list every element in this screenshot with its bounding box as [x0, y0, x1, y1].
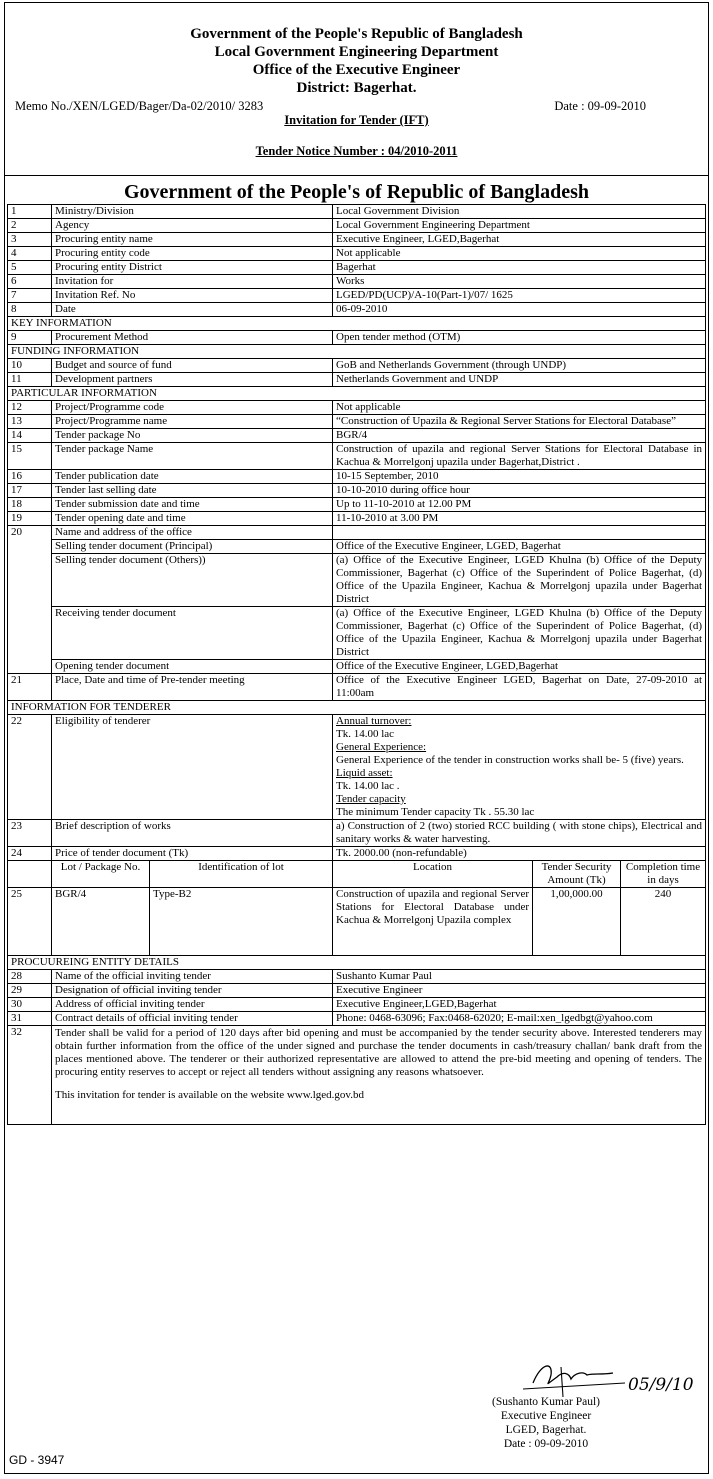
ift-heading: Invitation for Tender (IFT)	[284, 113, 429, 127]
memo-date: Date : 09-09-2010	[554, 99, 646, 113]
memo-number: Memo No./XEN/LGED/Bager/Da-02/2010/ 3283	[15, 99, 264, 113]
section-procuring-entity-details: PROCUUREING ENTITY DETAILS	[8, 956, 706, 970]
signature-graphic	[513, 1353, 633, 1401]
tender-table	[7, 204, 706, 1125]
table-row: 28 Name of the official inviting tender Sushanto Kumar Paul	[8, 970, 706, 984]
office-title: Office of the Executive Engineer	[252, 62, 461, 78]
table-row: 2 Agency Local Government Engineering Department	[8, 219, 706, 233]
table-row: 21 Place, Date and time of Pre-tender meeting Office of the Executive Engineer LGED, Bagerhat on Date, 27-09-2010 at 11:00am	[8, 674, 706, 701]
table-row: 5 Procuring entity District Bagerhat	[8, 261, 706, 275]
signatory-office: LGED, Bagerhat.	[505, 1424, 587, 1436]
section-information-for-tenderer: INFORMATION FOR TENDERER	[8, 701, 706, 715]
table-row: 24 Price of tender document (Tk) Tk. 2000.00 (non-refundable)	[8, 847, 706, 861]
table-row: 17 Tender last selling date 10-10-2010 during office hour	[8, 484, 706, 498]
signature-date: Date : 09-09-2010	[503, 1438, 589, 1450]
table-row: 4 Procuring entity code Not applicable	[8, 247, 706, 261]
district-title: District: Bagerhat.	[296, 80, 417, 96]
table-row: 18 Tender submission date and time Up to 11-10-2010 at 12.00 PM	[8, 498, 706, 512]
tender-notice-number: Tender Notice Number : 04/2010-2011	[255, 144, 458, 158]
table-row: Selling tender document (Others)) (a) Office of the Executive Engineer, LGED Khulna (b) Office of the Deputy Commissioner, Bagerhat (c) Office of the Superindent of Police Bagerhat, (d) Office of the Upazila Engineer, Kachua & Morrelgonj upazila under Bagerhat District	[8, 554, 706, 607]
table-row: 30 Address of official inviting tender Executive Engineer,LGED,Bagerhat	[8, 998, 706, 1012]
footer-code: GD - 3947	[9, 1453, 65, 1467]
table-row: 23 Brief description of works a) Construction of 2 (two) storied RCC building ( with stone chips), Electrical and sanitary works & water harvesting.	[8, 820, 706, 847]
terms-row: 32 Tender shall be valid for a period of 120 days after bid opening and must be accompanied by the tender security above. Interested tenderers may obtain further information from the office of the under signed and purchase the tender documents in cash/treasury challan/ bank draft from the places mentioned above. The tenderer or their authorized representative are allowed to attend the pre-bid meeting and opening of tenders. The procuring entity reserves to accept or reject all tenders without assigning any reasons whatsoever. This invitation for tender is available on the website www.lged.gov.bd	[8, 1026, 706, 1125]
signature-block	[471, 1395, 621, 1451]
table-row: Receiving tender document (a) Office of the Executive Engineer, LGED Khulna (b) Office of the Deputy Commissioner, Bagerhat (c) Office of the Superindent of Police Bagerhat, (d) Office of the Upazila Engineer, Kachua & Morrelgonj upazila under Bagerhat District	[8, 607, 706, 660]
section-particular-information: PARTICULAR INFORMATION	[8, 387, 706, 401]
website-note: This invitation for tender is available on the website www.lged.gov.bd	[55, 1089, 364, 1101]
table-row: 1 Ministry/Division Local Government Division	[8, 205, 706, 219]
eligibility-details: Annual turnover: Tk. 14.00 lac General Experience: General Experience of the tender in construction works shall be- 5 (five) years. Liquid asset: Tk. 14.00 lac . Tender capacity The minimum Tender capacity Tk . 55.30 lac	[333, 715, 706, 820]
letterhead	[5, 25, 708, 97]
table-row: 10 Budget and source of fund GoB and Netherlands Government (through UNDP)	[8, 359, 706, 373]
table-row: 19 Tender opening date and time 11-10-2010 at 3.00 PM	[8, 512, 706, 526]
memo-row	[5, 99, 708, 117]
table-row: 20 Name and address of the office	[8, 526, 706, 540]
table-row: 13 Project/Programme name “Construction of Upazila & Regional Server Stations for Electoral Database”	[8, 415, 706, 429]
section-funding-information: FUNDING INFORMATION	[8, 345, 706, 359]
table-row: 31 Contract details of official inviting tender Phone: 0468-63096; Fax:0468-62020; E-mail:xen_lgedbgt@yahoo.com	[8, 1012, 706, 1026]
signatory-title: Executive Engineer	[500, 1410, 592, 1422]
table-row: Selling tender document (Principal) Office of the Executive Engineer, LGED, Bagerhat	[8, 540, 706, 554]
table-row: 11 Development partners Netherlands Government and UNDP	[8, 373, 706, 387]
table-row: 16 Tender publication date 10-15 September, 2010	[8, 470, 706, 484]
table-row: 12 Project/Programme code Not applicable	[8, 401, 706, 415]
table-row: 9 Procurement Method Open tender method (OTM)	[8, 331, 706, 345]
table-row: 6 Invitation for Works	[8, 275, 706, 289]
table-row: 29 Designation of official inviting tender Executive Engineer	[8, 984, 706, 998]
divider	[5, 175, 708, 176]
section-key-information: KEY INFORMATION	[8, 317, 706, 331]
handwritten-date: 05/9/10	[628, 1375, 694, 1395]
lot-row: 25 BGR/4 Type-B2 Construction of upazila and regional Server Stations for Electoral Database under Kachua & Morrelgonj Upazila complex 1,00,000.00 240	[8, 888, 706, 956]
govt-title: Government of the People's Republic of Bangladesh	[190, 26, 523, 42]
department-title: Local Government Engineering Department	[214, 44, 499, 60]
table-row: 3 Procuring entity name Executive Engineer, LGED,Bagerhat	[8, 233, 706, 247]
table-row: 7 Invitation Ref. No LGED/PD(UCP)/A-10(Part-1)/07/ 1625	[8, 289, 706, 303]
table-row: Opening tender document Office of the Executive Engineer, LGED,Bagerhat	[8, 660, 706, 674]
table-row: 15 Tender package Name Construction of upazila and regional Server Stations for Electoral Database in Kachua & Morrelgonj upazila under Bagerhat,District .	[8, 443, 706, 470]
lot-header-row: Lot / Package No. Identification of lot Location Tender Security Amount (Tk) Completion time in days	[8, 861, 706, 888]
terms-text: Tender shall be valid for a period of 120 days after bid opening and must be accompanied by the tender security above. Interested tenderers may obtain further information from the office of the under signed and purchase the tender documents in cash/treasury challan/ bank draft from the places mentioned above. The tenderer or their authorized representative are allowed to attend the pre-bid meeting and opening of tenders. The procuring entity reserves to accept or reject all tenders without assigning any reasons whatsoever.	[55, 1027, 703, 1078]
signatory-name: (Sushanto Kumar Paul)	[492, 1396, 600, 1408]
table-title: Government of the People's of Republic of Bangladesh	[124, 181, 589, 203]
table-row: 8 Date 06-09-2010	[8, 303, 706, 317]
table-row: 22 Eligibility of tenderer Annual turnover: Tk. 14.00 lac General Experience: General Experience of the tender in construction works shall be- 5 (five) years. Liquid asset: Tk. 14.00 lac . Tender capacity The minimum Tender capacity Tk . 55.30 lac	[8, 715, 706, 820]
table-row: 14 Tender package No BGR/4	[8, 429, 706, 443]
tender-notice-page	[4, 2, 709, 1474]
